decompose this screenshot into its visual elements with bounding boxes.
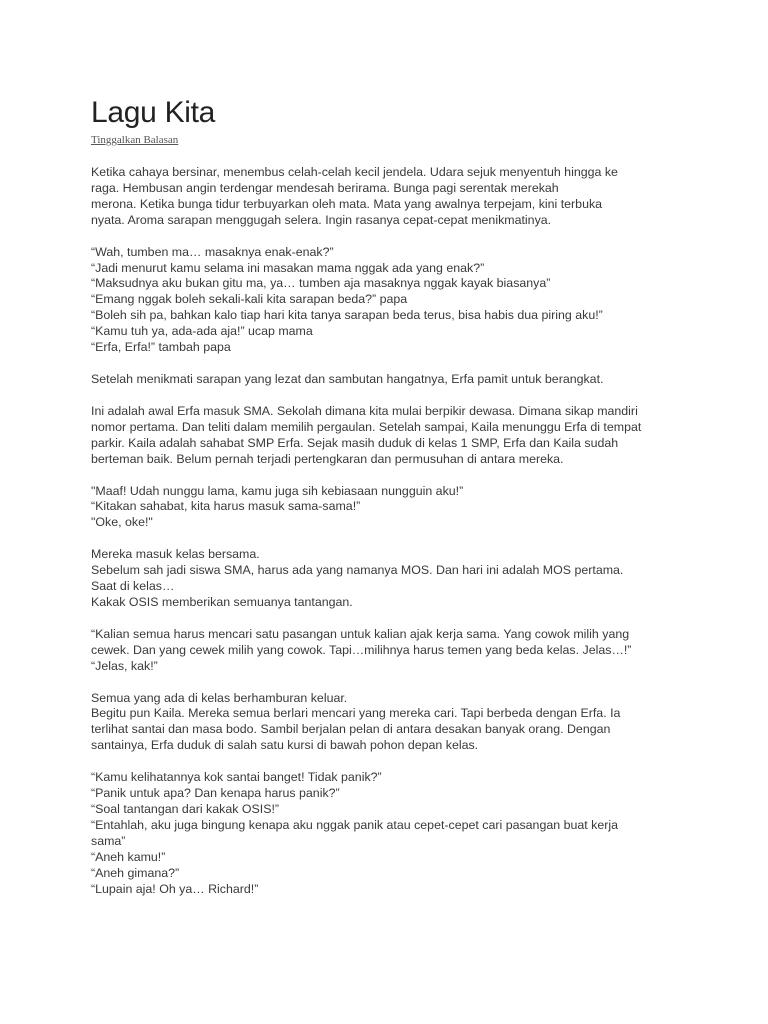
dialogue-line: cewek. Dan yang cewek milih yang cowok. Tapi…milihnya harus temen yang beda kelas. Jelas…!” — [91, 642, 632, 657]
text-line: Ini adalah awal Erfa masuk SMA. Sekolah dimana kita mulai berpikir dewasa. Dimana sikap mandiri — [91, 403, 638, 418]
text-line: Semua yang ada di kelas berhamburan keluar. — [91, 690, 348, 705]
paragraph-morning — [91, 165, 691, 229]
dialogue-line: “Aneh gimana?” — [91, 865, 180, 880]
dialogue-line: “Kitakan sahabat, kita harus masuk sama-sama!” — [91, 499, 361, 514]
dialogue-line: “Wah, tumben ma… masaknya enak-enak?” — [91, 244, 334, 259]
leave-reply-link[interactable]: Tinggalkan Balasan — [91, 134, 179, 146]
post-title: Lagu Kita — [91, 96, 216, 129]
paragraph-school — [91, 404, 691, 468]
dialogue-line: “Kamu kelihatannya kok santai banget! Tidak panik?” — [91, 770, 382, 785]
dialogue-line: “Kalian semua harus mencari satu pasangan untuk kalian ajak kerja sama. Yang cowok milih yang — [91, 626, 630, 641]
dialogue-line: “Panik untuk apa? Dan kenapa harus panik?” — [91, 786, 340, 801]
text-line: Ketika cahaya bersinar, menembus celah-celah kecil jendela. Udara sejuk menyentuh hingga ke — [91, 165, 618, 179]
text-line: parkir. Kaila adalah sahabat SMP Erfa. Sejak masih duduk di kelas 1 SMP, Erfa dan Kaila sudah — [91, 435, 619, 450]
text-line: raga. Hembusan angin terdengar mendesah berirama. Bunga pagi serentak merekah — [91, 180, 559, 195]
post-content — [91, 165, 691, 897]
text-line: nyata. Aroma sarapan menggugah selera. Ingin rasanya cepat-cepat menikmatinya. — [91, 212, 552, 227]
dialogue-line: “Aneh kamu!” — [91, 849, 166, 864]
paragraph-mos — [91, 547, 691, 611]
paragraph-parking-dialogue — [91, 484, 691, 532]
dialogue-line: “Lupain aja! Oh ya… Richard!” — [91, 881, 259, 896]
dialogue-line: “Boleh sih pa, bahkan kalo tiap hari kita tanya sarapan beda terus, bisa habis dua piring aku!” — [91, 308, 603, 323]
text-line: Mereka masuk kelas bersama. — [91, 547, 260, 562]
dialogue-line: “Jadi menurut kamu selama ini masakan mama nggak ada yang enak?” — [91, 260, 485, 275]
dialogue-line: “Emang nggak boleh sekali-kali kita sarapan beda?” papa — [91, 292, 408, 307]
dialogue-line: “Maksudnya aku bukan gitu ma, ya… tumben aja masaknya nggak kayak biasanya” — [91, 276, 551, 291]
text-line: Sebelum sah jadi siswa SMA, harus ada yang namanya MOS. Dan hari ini adalah MOS pertama. — [91, 563, 624, 578]
dialogue-line: “Erfa, Erfa!” tambah papa — [91, 340, 231, 355]
text-line: merona. Ketika bunga tidur terbuyarkan oleh mata. Mata yang awalnya terpejam, kini terbuka — [91, 196, 603, 211]
paragraph-challenge-dialogue — [91, 627, 691, 675]
dialogue-line: “Entahlah, aku juga bingung kenapa aku nggak panik atau cepet-cepet cari pasangan buat kerja — [91, 817, 618, 832]
dialogue-line: "Oke, oke!" — [91, 515, 153, 530]
text-line: santainya, Erfa duduk di salah satu kursi di bawah pohon depan kelas. — [91, 738, 479, 753]
text-line: nomor pertama. Dan teliti dalam memilih pergaulan. Setelah sampai, Kaila menunggu Erfa di tempat — [91, 419, 642, 434]
text-line: berteman baik. Belum pernah terjadi pertengkaran dan permusuhan di antara mereka. — [91, 451, 564, 466]
text-line: Saat di kelas… — [91, 579, 175, 594]
dialogue-line: “Kamu tuh ya, ada-ada aja!” ucap mama — [91, 324, 313, 339]
dialogue-line: “Soal tantangan dari kakak OSIS!” — [91, 802, 280, 816]
paragraph-scatter — [91, 691, 691, 755]
paragraph-breakfast-dialogue — [91, 245, 691, 356]
text-line: terlihat santai dan masa bodo. Sambil berjalan pelan di antara desakan banyak orang. Dengan — [91, 722, 611, 737]
dialogue-line: "Maaf! Udah nunggu lama, kamu juga sih kebiasaan nungguin aku!” — [91, 483, 464, 498]
document-page — [91, 96, 691, 913]
dialogue-line: sama” — [91, 833, 126, 848]
text-line: Begitu pun Kaila. Mereka semua berlari mencari yang mereka cari. Tapi berbeda dengan Erfa. Ia — [91, 706, 621, 721]
text-line: Kakak OSIS memberikan semuanya tantangan. — [91, 594, 353, 609]
text-line: Setelah menikmati sarapan yang lezat dan sambutan hangatnya, Erfa pamit untuk berangkat. — [91, 371, 604, 386]
dialogue-line: “Jelas, kak!” — [91, 658, 158, 673]
paragraph-departure — [91, 372, 691, 388]
paragraph-tree-dialogue — [91, 770, 691, 897]
